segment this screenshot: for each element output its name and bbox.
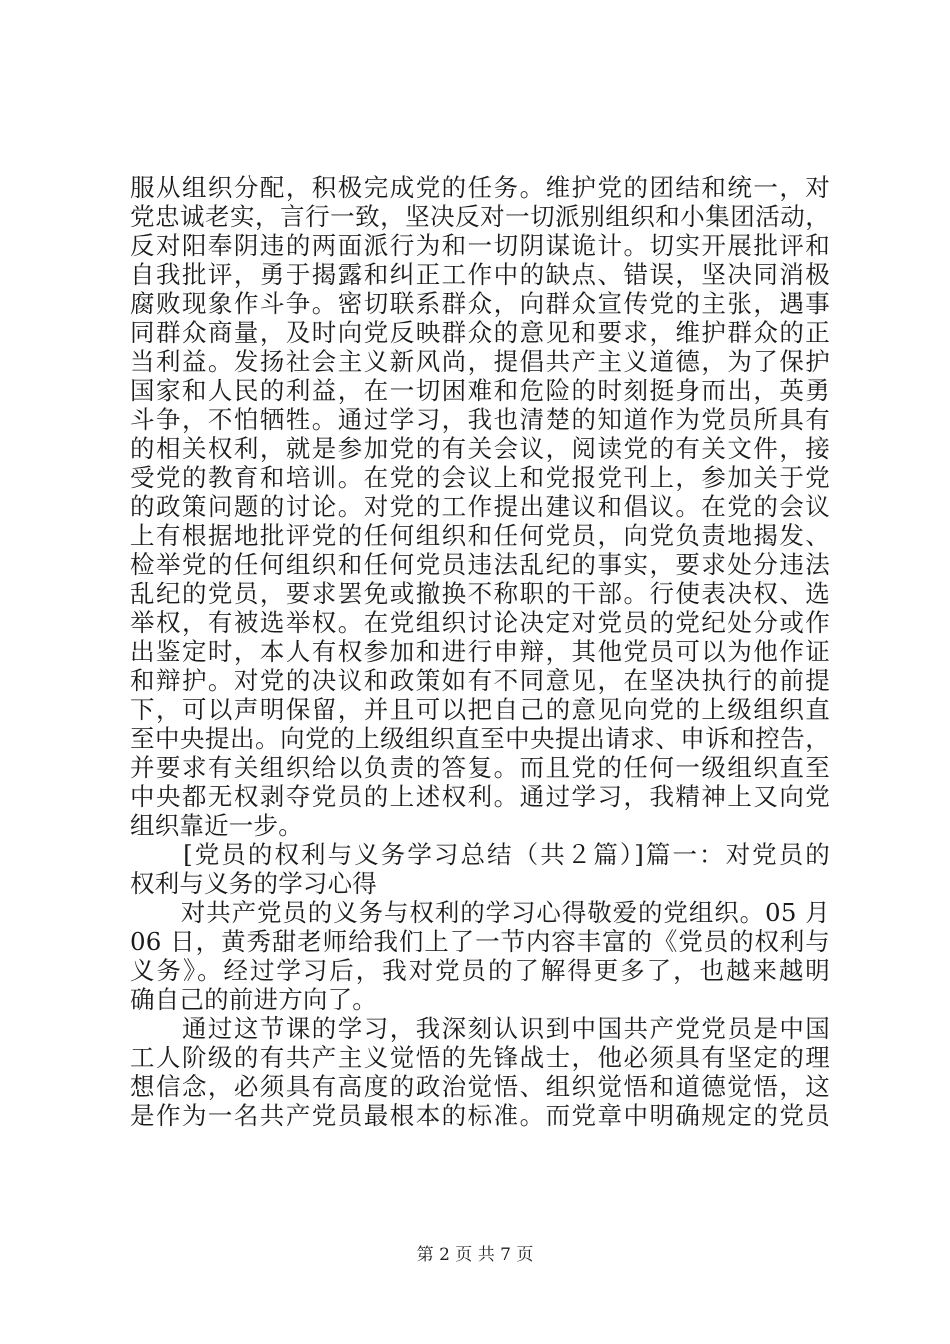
text-line: 斗争，不怕牺牲。通过学习，我也清楚的知道作为党员所具有 — [130, 405, 830, 434]
text-line: 工人阶级的有共产主义觉悟的先锋战士，他必须具有坚定的理 — [130, 1043, 830, 1072]
text-line: 举权，有被选举权。在党组织讨论决定对党员的党纪处分或作 — [130, 608, 830, 637]
text-line: 和辩护。对党的决议和政策如有不同意见，在坚决执行的前提 — [130, 666, 830, 695]
text-line: 中央都无权剥夺党员的上述权利。通过学习，我精神上又向党 — [130, 782, 830, 811]
text-line: 服从组织分配，积极完成党的任务。维护党的团结和统一，对 — [130, 173, 830, 202]
page-number-footer: 第 2 页 共 7 页 — [416, 1245, 534, 1265]
text-line: 确自己的前进方向了。 — [130, 985, 377, 1014]
text-line: 当利益。发扬社会主义新风尚，提倡共产主义道德，为了保护 — [130, 347, 830, 376]
text-line: 反对阳奉阴违的两面派行为和一切阴谋诡计。切实开展批评和 — [130, 231, 830, 260]
text-line: 的相关权利，就是参加党的有关会议，阅读党的有关文件，接 — [130, 434, 830, 463]
text-line: 至中央提出。向党的上级组织直至中央提出请求、申诉和控告， — [130, 724, 830, 753]
text-line: 并要求有关组织给以负责的答复。而且党的任何一级组织直至 — [130, 753, 830, 782]
text-line: 上有根据地批评党的任何组织和任何党员，向党负责地揭发、 — [130, 521, 830, 550]
text-line: 组织靠近一步。 — [130, 811, 303, 840]
section-heading-line: [党员的权利与义务学习总结（共２篇）]篇一：对党员的 — [130, 840, 830, 869]
text-line: 想信念，必须具有高度的政治觉悟、组织觉悟和道德觉悟，这 — [130, 1072, 830, 1101]
text-line: 乱纪的党员，要求罢免或撤换不称职的干部。行使表决权、选 — [130, 579, 830, 608]
text-line: 同群众商量，及时向党反映群众的意见和要求，维护群众的正 — [130, 318, 830, 347]
document-body — [130, 173, 830, 1130]
text-line: 党忠诚老实，言行一致，坚决反对一切派别组织和小集团活动， — [130, 202, 830, 231]
text-line: 义务》。经过学习后，我对党员的了解得更多了，也越来越明 — [130, 956, 830, 985]
text-line: 下，可以声明保留，并且可以把自己的意见向党的上级组织直 — [130, 695, 830, 724]
text-line: 的政策问题的讨论。对党的工作提出建议和倡议。在党的会议 — [130, 492, 830, 521]
section-heading-line: 权利与义务的学习心得 — [130, 869, 377, 898]
text-line: 自我批评，勇于揭露和纠正工作中的缺点、错误，坚决同消极 — [130, 260, 830, 289]
text-line: 06 日，黄秀甜老师给我们上了一节内容丰富的《党员的权利与 — [130, 927, 830, 956]
text-line: 对共产党员的义务与权利的学习心得敬爱的党组织。05 月 — [130, 898, 830, 927]
text-line: 通过这节课的学习，我深刻认识到中国共产党党员是中国 — [130, 1014, 830, 1043]
text-line: 出鉴定时，本人有权参加和进行申辩，其他党员可以为他作证 — [130, 637, 830, 666]
text-line: 受党的教育和培训。在党的会议上和党报党刊上，参加关于党 — [130, 463, 830, 492]
text-line: 国家和人民的利益，在一切困难和危险的时刻挺身而出，英勇 — [130, 376, 830, 405]
text-line: 检举党的任何组织和任何党员违法乱纪的事实，要求处分违法 — [130, 550, 830, 579]
text-line: 腐败现象作斗争。密切联系群众，向群众宣传党的主张，遇事 — [130, 289, 830, 318]
text-line: 是作为一名共产党员最根本的标准。而党章中明确规定的党员 — [130, 1101, 830, 1130]
